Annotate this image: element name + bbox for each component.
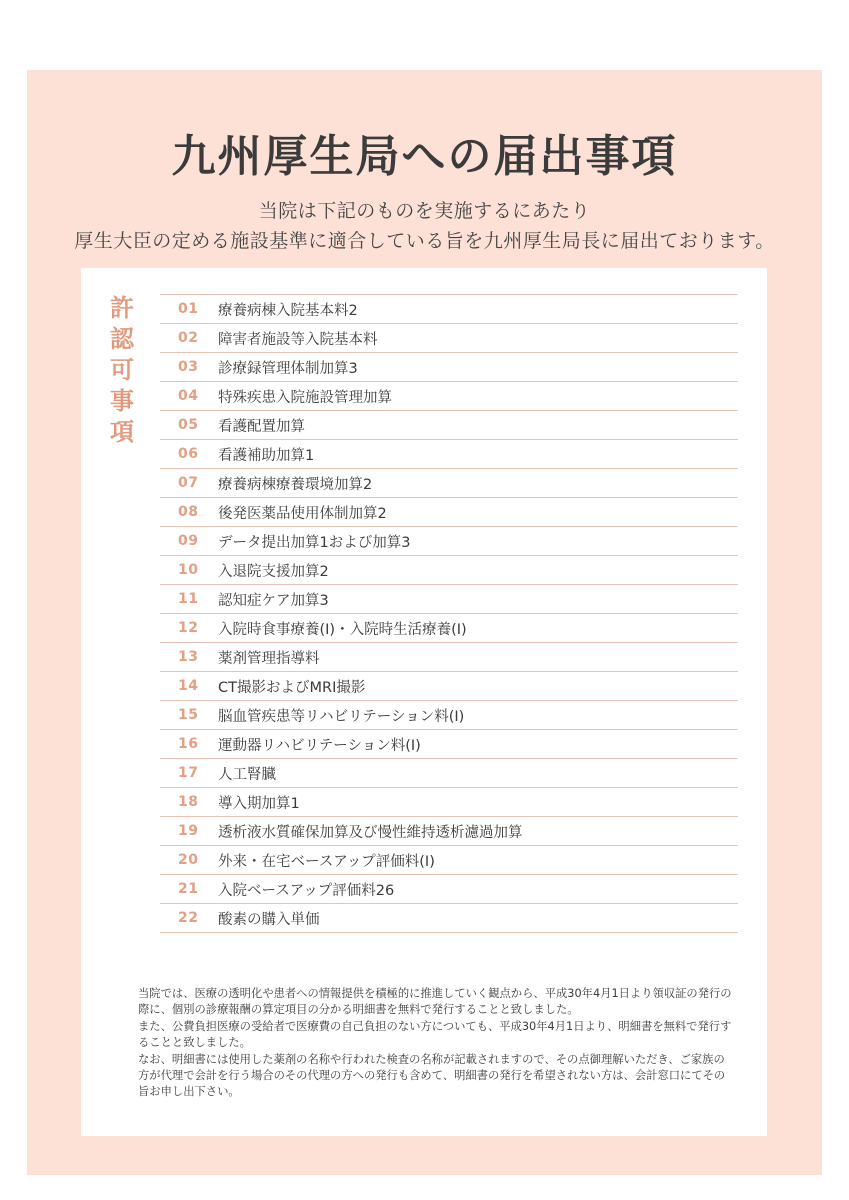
list-item [160, 382, 738, 411]
side-label-permitted-items [100, 293, 144, 448]
notes-section [138, 986, 733, 1101]
list-item [160, 440, 738, 469]
item-number: 15 [178, 707, 199, 723]
item-text: データ提出加算1および加算3 [218, 534, 411, 551]
list-item [160, 875, 738, 904]
item-number: 16 [178, 736, 199, 752]
subtitle-line-2: 厚生大臣の定める施設基準に適合している旨を九州厚生局長に届出ております。 [74, 230, 775, 252]
item-text: 障害者施設等入院基本料 [218, 331, 378, 348]
item-text: 診療録管理体制加算3 [218, 360, 358, 377]
list-item [160, 846, 738, 875]
side-label-char: 許 [110, 294, 134, 322]
item-text: CT撮影およびMRI撮影 [218, 679, 366, 696]
item-text: 特殊疾患入院施設管理加算 [218, 389, 392, 406]
item-number: 02 [178, 330, 199, 346]
list-item [160, 411, 738, 440]
note-paragraph: なお、明細書には使用した薬剤の名称や行われた検査の名称が記載されますので、その点御理解いただき、ご家族の方が代理で会計を行う場合のその代理の方への発行も含めて、明細書の発行を希望されない方は、会計窓口にてその旨お申し出下さい。 [138, 1052, 726, 1099]
item-text: 入院時食事療養(Ⅰ)・入院時生活療養(Ⅰ) [218, 621, 467, 638]
item-number: 12 [178, 620, 199, 636]
list-item [160, 672, 738, 701]
item-text: 導入期加算1 [218, 795, 300, 812]
item-text: 看護配置加算 [218, 418, 305, 435]
item-number: 09 [178, 533, 199, 549]
item-number: 22 [178, 910, 199, 926]
side-label-char: 事 [110, 387, 134, 415]
list-item [160, 730, 738, 759]
subtitle-line-1: 当院は下記のものを実施するにあたり [258, 200, 591, 222]
item-number: 06 [178, 446, 199, 462]
item-number: 13 [178, 649, 199, 665]
item-text: 認知症ケア加算3 [218, 592, 329, 609]
list-item [160, 759, 738, 788]
note-paragraph: また、公費負担医療の受給者で医療費の自己負担のない方についても、平成30年4月1日より、明細書を無料で発行することと致しました。 [138, 1019, 732, 1050]
item-text: 酸素の購入単価 [218, 911, 320, 928]
item-text: 入退院支援加算2 [218, 563, 329, 580]
item-number: 19 [178, 823, 199, 839]
item-number: 14 [178, 678, 199, 694]
item-number: 10 [178, 562, 199, 578]
item-text: 人工腎臓 [218, 766, 276, 783]
list-item [160, 324, 738, 353]
list-item [160, 817, 738, 846]
list-item [160, 556, 738, 585]
list-item [160, 904, 738, 933]
item-text: 後発医薬品使用体制加算2 [218, 505, 387, 522]
item-number: 07 [178, 475, 199, 491]
notification-items-list [160, 294, 738, 933]
item-number: 05 [178, 417, 199, 433]
item-number: 03 [178, 359, 199, 375]
item-text: 脳血管疾患等リハビリテーション料(Ⅰ) [218, 708, 465, 725]
item-number: 17 [178, 765, 199, 781]
item-text: 療養病棟療養環境加算2 [218, 476, 373, 493]
item-text: 薬剤管理指導料 [218, 650, 320, 667]
page-title: 九州厚生局への届出事項 [171, 131, 678, 182]
item-number: 11 [178, 591, 199, 607]
list-item [160, 614, 738, 643]
list-item [160, 527, 738, 556]
item-number: 18 [178, 794, 199, 810]
item-text: 運動器リハビリテーション料(Ⅰ) [218, 737, 421, 754]
note-paragraph: 当院では、医療の透明化や患者への情報提供を積極的に推進していく観点から、平成30年4月1日より領収証の発行の際に、個別の診療報酬の算定項目の分かる明細書を無料で発行することと致しました。 [138, 987, 732, 1017]
side-label-char: 認 [110, 325, 134, 353]
list-item [160, 295, 738, 324]
list-item [160, 701, 738, 730]
list-item [160, 498, 738, 527]
side-label-char: 可 [110, 356, 134, 384]
side-label-char: 項 [110, 418, 134, 446]
list-item [160, 788, 738, 817]
list-item [160, 353, 738, 382]
list-item [160, 643, 738, 672]
item-text: 看護補助加算1 [218, 447, 315, 464]
list-item [160, 469, 738, 498]
item-text: 入院ベースアップ評価料26 [218, 882, 395, 899]
item-number: 20 [178, 852, 199, 868]
item-text: 透析液水質確保加算及び慢性維持透析濾過加算 [218, 824, 523, 841]
list-item [160, 585, 738, 614]
item-text: 外来・在宅ベースアップ評価料(Ⅰ) [218, 853, 435, 870]
item-text: 療養病棟入院基本料2 [218, 302, 358, 319]
item-number: 04 [178, 388, 199, 404]
item-number: 08 [178, 504, 199, 520]
item-number: 21 [178, 881, 199, 897]
item-number: 01 [178, 301, 199, 317]
